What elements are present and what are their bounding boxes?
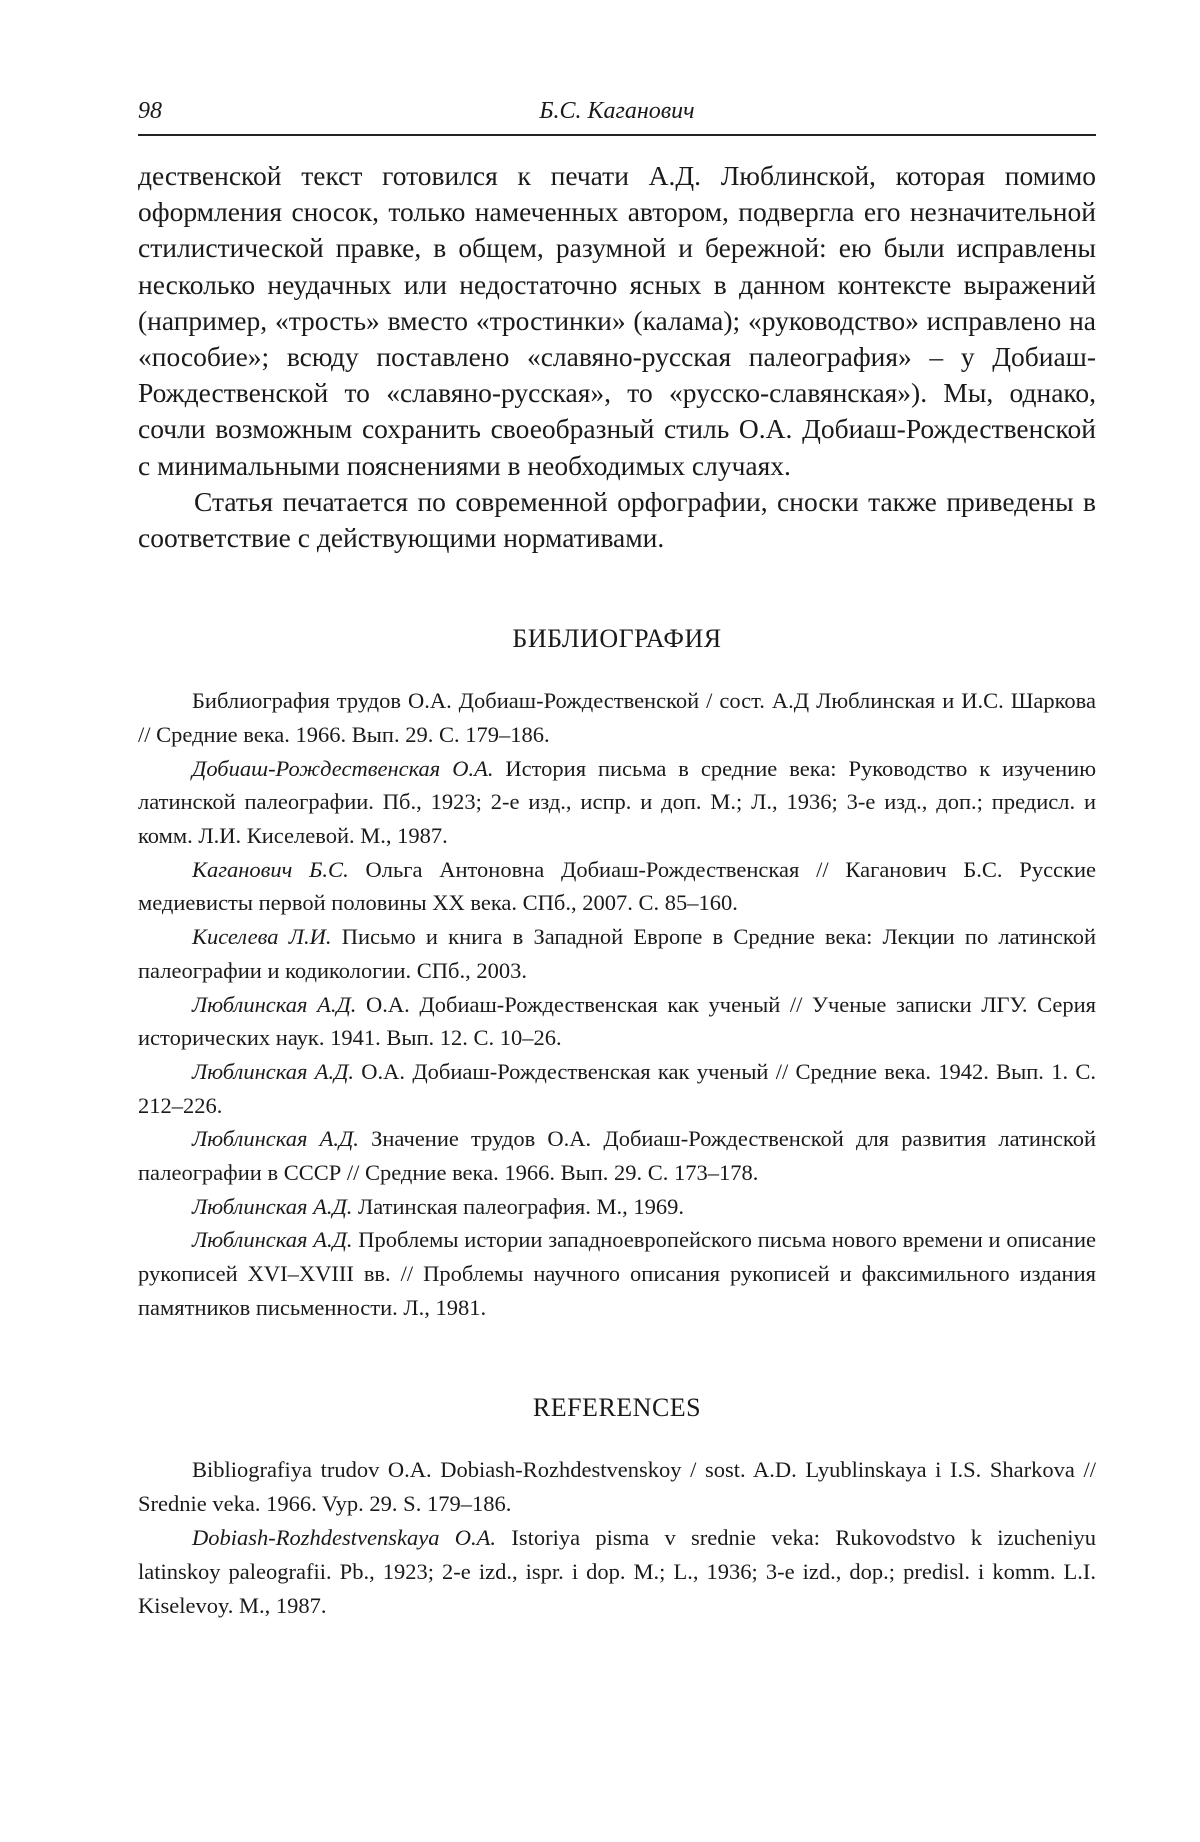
entry-text: О.А. Добиаш-Рождественская как ученый // Ученые записки ЛГУ. Серия исторических наук. 1941. Вып. 12. С. 10–26. (138, 992, 1096, 1051)
entry-author: Каганович Б.С. (192, 857, 349, 882)
body-text (138, 158, 1096, 556)
entry-author: Люблинская А.Д. (192, 992, 356, 1017)
bibliography-entry (138, 1190, 1096, 1224)
entry-text: О.А. Добиаш-Рождественская как ученый // Средние века. 1942. Вып. 1. С. 212–226. (138, 1059, 1096, 1118)
bibliography-entry (138, 988, 1096, 1055)
entry-author: Люблинская А.Д. (192, 1126, 359, 1151)
entry-text: Bibliografiya trudov O.A. Dobiash-Rozhdestvenskoy / sost. A.D. Lyublinskaya i I.S. Sharkova // Srednie veka. 1966. Vyp. 29. S. 179–186. (138, 1457, 1096, 1516)
entry-author: Киселева Л.И. (192, 924, 331, 949)
entry-author: Люблинская А.Д. (192, 1194, 352, 1219)
entry-author: Люблинская А.Д. (192, 1227, 353, 1252)
bibliography-entry (138, 684, 1096, 751)
entry-text: Библиография трудов О.А. Добиаш-Рождественской / сост. А.Д Люблинская и И.С. Шаркова // Средние века. 1966. Вып. 29. С. 179–186. (138, 688, 1096, 747)
bibliography-entry (138, 752, 1096, 853)
body-paragraph: Статья печатается по современной орфографии, сноски также приведены в соответствие с действующими нормативами. (138, 484, 1096, 556)
bibliography-entry (138, 920, 1096, 987)
references-list (138, 1453, 1096, 1623)
page-number: 98 (138, 98, 162, 125)
bibliography-title: БИБЛИОГРАФИЯ (138, 624, 1096, 654)
running-head (138, 98, 1096, 136)
entry-text: Значение трудов О.А. Добиаш-Рождественской для развития латинской палеографии в СССР // Средние века. 1966. Вып. 29. С. 173–178. (138, 1126, 1096, 1185)
entry-author: Люблинская А.Д. (192, 1059, 354, 1084)
entry-text: Ольга Антоновна Добиаш-Рождественская // Каганович Б.С. Русские медиевисты первой половины XX века. СПб., 2007. С. 85–160. (138, 857, 1096, 916)
running-head-author: Б.С. Каганович (138, 98, 1096, 125)
entry-author: Добиаш-Рождественская О.А. (192, 756, 493, 781)
references-title: REFERENCES (138, 1393, 1096, 1423)
bibliography-entry (138, 1122, 1096, 1189)
entry-text: Проблемы истории западноевропейского письма нового времени и описание рукописей XVI–XVIII вв. // Проблемы научного описания рукописей и факсимильного издания памятников письменности. Л., 1981. (138, 1227, 1096, 1319)
page (138, 98, 1096, 1623)
entry-author: Dobiash-Rozhdestvenskaya O.A. (192, 1525, 496, 1550)
entry-text: История письма в средние века: Руководство к изучению латинской палеографии. Пб., 1923; 2-е изд., испр. и доп. М.; Л., 1936; 3-е изд., доп.; предисл. и комм. Л.И. Киселевой. М., 1987. (138, 756, 1096, 848)
reference-entry (138, 1521, 1096, 1623)
bibliography-entry (138, 853, 1096, 920)
body-paragraph: дественской текст готовился к печати А.Д. Люблинской, которая помимо оформления сносок, только намеченных автором, подвергла его незначительной стилистической правке, в общем, разумной и бережной: ею были исправлены несколько неудачных или недостаточно ясных в данном контексте выражений (например, «трость» вместо «тростинки» (калама); «руководство» исправлено на «пособие»; всюду поставлено «славяно-русская палеография» – у Добиаш-Рождественской то «славяно-русская», то «русско-славянская»). Мы, однако, сочли возможным сохранить своеобразный стиль О.А. Добиаш-Рождественской с минимальными пояснениями в необходимых случаях. (138, 158, 1096, 484)
bibliography-list (138, 684, 1096, 1324)
bibliography-entry (138, 1055, 1096, 1122)
entry-text: Istoriya pisma v srednie veka: Rukovodstvo k izucheniyu latinskoy paleografii. Pb., 1923; 2-e izd., ispr. i dop. M.; L., 1936; 3-e izd., dop.; predisl. i komm. L.I. Kiselevoy. M., 1987. (138, 1525, 1096, 1618)
bibliography-entry (138, 1223, 1096, 1324)
entry-text: Латинская палеография. М., 1969. (352, 1194, 684, 1219)
reference-entry (138, 1453, 1096, 1521)
entry-text: Письмо и книга в Западной Европе в Средние века: Лекции по латинской палеографии и кодикологии. СПб., 2003. (138, 924, 1096, 983)
